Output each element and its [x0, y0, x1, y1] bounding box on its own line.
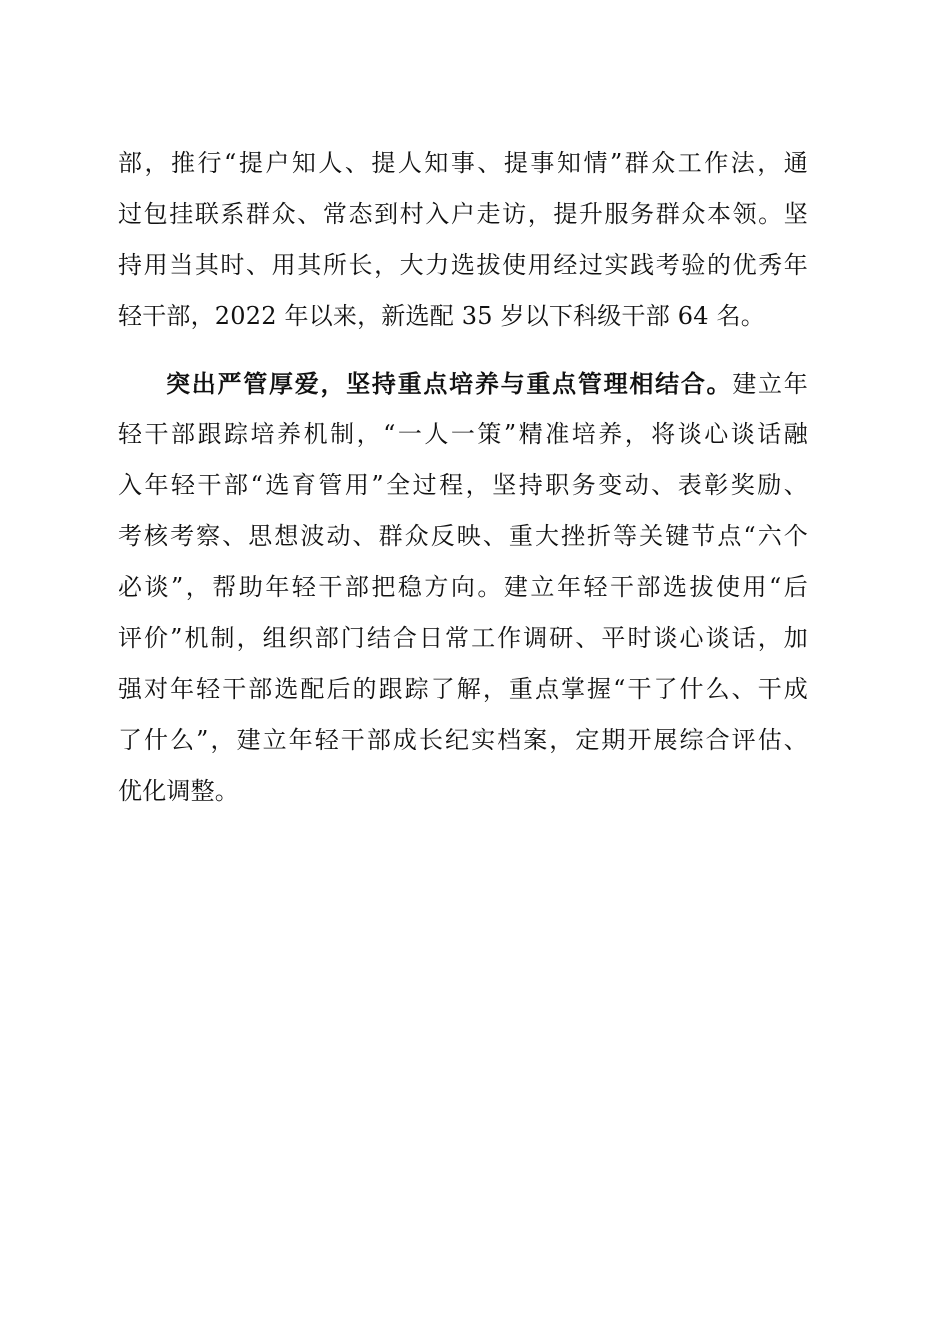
paragraph-line: 了什么”，建立年轻干部成长纪实档案，定期开展综合评估、	[118, 726, 808, 754]
paragraph-line: 过包挂联系群众、常态到村入户走访，提升服务群众本领。坚	[118, 200, 808, 228]
paragraph-line: 轻干部，2022 年以来，新选配 35 岁以下科级干部 64 名。	[118, 302, 765, 330]
paragraph-line: 入年轻干部“选育管用”全过程，坚持职务变动、表彰奖励、	[118, 471, 808, 499]
paragraph-2	[118, 358, 808, 817]
paragraph-line: 持用当其时、用其所长，大力选拔使用经过实践考验的优秀年	[118, 251, 808, 279]
paragraph-line: 轻干部跟踪培养机制，“一人一策”精准培养，将谈心谈话融	[118, 420, 808, 448]
paragraph-line: 优化调整。	[118, 777, 239, 805]
paragraph-line: 部，推行“提户知人、提人知事、提事知情”群众工作法，通	[118, 149, 808, 177]
paragraph-first-line	[118, 358, 808, 409]
paragraph-heading: 突出严管厚爱，坚持重点培养与重点管理相结合。	[166, 369, 733, 398]
document-page	[118, 138, 808, 817]
paragraph-line: 考核考察、思想波动、群众反映、重大挫折等关键节点“六个	[118, 522, 808, 550]
paragraph-gap	[118, 342, 808, 358]
paragraph-first-line-text: 建立年	[732, 370, 808, 398]
paragraph-1	[118, 138, 808, 342]
paragraph-line: 评价”机制，组织部门结合日常工作调研、平时谈心谈话，加	[118, 624, 808, 652]
paragraph-line: 强对年轻干部选配后的跟踪了解，重点掌握“干了什么、干成	[118, 675, 808, 703]
paragraph-line: 必谈”，帮助年轻干部把稳方向。建立年轻干部选拔使用“后	[118, 573, 808, 601]
